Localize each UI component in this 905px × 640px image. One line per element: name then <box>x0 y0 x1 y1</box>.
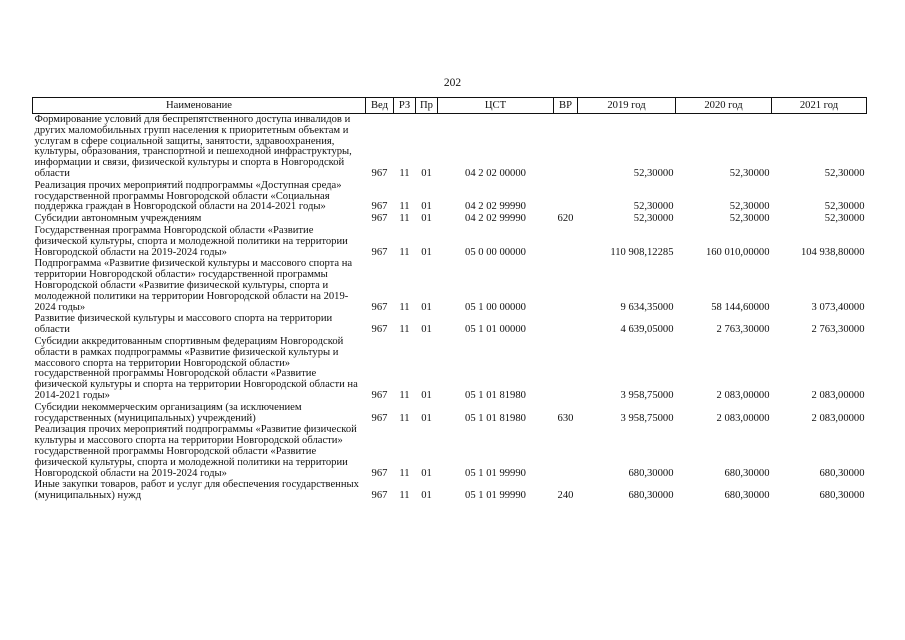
row-name: Реализация прочих мероприятий подпрограммы «Доступная среда» государственной программы Новгородской области «Социальная поддержка граждан в Новгородской области на 2014-2021 годы» <box>34 179 342 213</box>
table-row <box>33 424 867 479</box>
row-rz: 11 <box>399 389 410 401</box>
row-pr: 01 <box>421 301 432 313</box>
row-rz: 11 <box>399 412 410 424</box>
row-name: Формирование условий для беспрепятственного доступа инвалидов и других маломобильных групп населения к приоритетным объектам и услугам в сфере социальной защиты, занятости, здравоохранения, культуры, образования, транспортной и пешеходной инфраструктуры, информации и связи, физической культуры и спорта в Новгородской области <box>34 114 352 179</box>
row-rz: 11 <box>399 246 410 258</box>
row-cst: 05 1 01 00000 <box>465 324 526 336</box>
table-row <box>33 180 867 213</box>
row-2019: 3 958,75000 <box>620 389 674 401</box>
row-2020: 160 010,00000 <box>705 246 770 258</box>
row-2021: 680,30000 <box>819 467 865 479</box>
row-2021: 2 763,30000 <box>811 324 865 336</box>
row-pr: 01 <box>421 213 432 225</box>
row-2021: 52,30000 <box>824 201 865 213</box>
row-ved: 967 <box>371 201 388 213</box>
row-ved: 967 <box>371 167 388 179</box>
row-cst: 05 0 00 00000 <box>465 246 526 258</box>
row-pr: 01 <box>421 412 432 424</box>
row-rz: 11 <box>399 467 410 479</box>
row-vr: 630 <box>557 412 574 424</box>
table-header-row <box>33 98 867 114</box>
row-ved: 967 <box>371 389 388 401</box>
row-2021: 3 073,40000 <box>811 301 865 313</box>
row-pr: 01 <box>421 246 432 258</box>
row-name: Подпрограмма «Развитие физической культуры и массового спорта на территории Новгородской области» государственной программы Новгородской области «Развитие физической культуры, спорта и молодежной политики на территории Новгородской области на 2019-2024 годы» <box>34 258 353 313</box>
header-name: Наименование <box>33 98 366 114</box>
table-row <box>33 213 867 225</box>
row-2020: 58 144,60000 <box>711 301 770 313</box>
row-vr <box>554 313 578 336</box>
row-vr <box>554 114 578 180</box>
row-2021: 2 083,00000 <box>811 389 865 401</box>
row-vr <box>554 180 578 213</box>
row-2020: 2 083,00000 <box>716 412 770 424</box>
row-2020: 2 763,30000 <box>716 324 770 336</box>
row-2020: 680,30000 <box>724 467 770 479</box>
page-number: 202 <box>443 77 462 89</box>
row-cst: 04 2 02 99990 <box>465 213 526 225</box>
row-name: Реализация прочих мероприятий подпрограммы «Развитие физической культуры и массового спорта на территории Новгородской области» государственной программы Новгородской области «Развитие физической культуры, спорта и молодежной политики на территории Новгородской области на 2019-2024 годы» <box>34 424 357 479</box>
row-2019: 9 634,35000 <box>620 301 674 313</box>
row-name: Субсидии некоммерческим организациям (за исключением государственных (муниципальных) учреждений) <box>34 401 302 424</box>
header-cst: ЦСТ <box>438 98 554 114</box>
row-2019: 52,30000 <box>633 167 674 179</box>
header-2020: 2020 год <box>676 98 772 114</box>
row-vr <box>554 225 578 258</box>
row-cst: 05 1 01 81980 <box>465 412 526 424</box>
row-vr: 620 <box>557 213 574 225</box>
row-name: Иные закупки товаров, работ и услуг для обеспечения государственных (муниципальных) нужд <box>34 479 359 502</box>
row-name: Субсидии аккредитованным спортивным федерациям Новгородской области в рамках подпрограммы «Развитие физической культуры и массового спорта на территории Новгородской области» государственной программы Новгородской области «Развитие физической культуры и спорта на территории Новгородской области на 2014-2021 годы» <box>34 335 358 401</box>
row-2019: 680,30000 <box>628 467 674 479</box>
row-rz: 11 <box>399 213 410 225</box>
table-body <box>33 114 867 502</box>
row-name: Государственная программа Новгородской области «Развитие физической культуры, спорта и молодежной политики на территории Новгородской области на 2019-2024 годы» <box>34 224 348 258</box>
table-row <box>33 336 867 402</box>
row-rz: 11 <box>399 301 410 313</box>
row-2021: 104 938,80000 <box>800 246 865 258</box>
row-ved: 967 <box>371 301 388 313</box>
row-ved: 967 <box>371 467 388 479</box>
row-cst: 05 1 01 81980 <box>465 389 526 401</box>
row-cst: 05 1 00 00000 <box>465 301 526 313</box>
row-2020: 52,30000 <box>729 213 770 225</box>
row-ved: 967 <box>371 412 388 424</box>
row-2019: 110 908,12285 <box>610 246 674 258</box>
table-row <box>33 114 867 180</box>
row-rz: 11 <box>399 324 410 336</box>
row-vr <box>554 258 578 313</box>
header-2021: 2021 год <box>772 98 867 114</box>
row-2019: 680,30000 <box>628 490 674 502</box>
row-name: Развитие физической культуры и массового спорта на территории области <box>34 313 333 336</box>
row-cst: 05 1 01 99990 <box>465 467 526 479</box>
row-2019: 4 639,05000 <box>620 324 674 336</box>
row-2020: 2 083,00000 <box>716 389 770 401</box>
row-2021: 52,30000 <box>824 167 865 179</box>
row-vr: 240 <box>557 490 574 502</box>
header-rz: РЗ <box>394 98 416 114</box>
row-pr: 01 <box>421 467 432 479</box>
header-2019: 2019 год <box>578 98 676 114</box>
header-vr: ВР <box>554 98 578 114</box>
row-pr: 01 <box>421 389 432 401</box>
row-pr: 01 <box>421 167 432 179</box>
row-ved: 967 <box>371 213 388 225</box>
row-ved: 967 <box>371 246 388 258</box>
row-2021: 2 083,00000 <box>811 412 865 424</box>
row-name: Субсидии автономным учреждениям <box>34 213 202 225</box>
row-vr <box>554 336 578 402</box>
table-row <box>33 402 867 425</box>
row-cst: 05 1 01 99990 <box>465 490 526 502</box>
row-2019: 52,30000 <box>633 213 674 225</box>
row-2021: 52,30000 <box>824 213 865 225</box>
row-pr: 01 <box>421 324 432 336</box>
row-2019: 52,30000 <box>633 201 674 213</box>
table-row <box>33 313 867 336</box>
row-cst: 04 2 02 00000 <box>465 167 526 179</box>
row-rz: 11 <box>399 167 410 179</box>
row-cst: 04 2 02 99990 <box>465 201 526 213</box>
row-rz: 11 <box>399 201 410 213</box>
row-2019: 3 958,75000 <box>620 412 674 424</box>
table-row <box>33 225 867 258</box>
row-2020: 52,30000 <box>729 201 770 213</box>
row-rz: 11 <box>399 490 410 502</box>
row-2020: 680,30000 <box>724 490 770 502</box>
row-2021: 680,30000 <box>819 490 865 502</box>
row-2020: 52,30000 <box>729 167 770 179</box>
row-pr: 01 <box>421 490 432 502</box>
header-pr: Пр <box>416 98 438 114</box>
row-ved: 967 <box>371 324 388 336</box>
row-pr: 01 <box>421 201 432 213</box>
table-row <box>33 258 867 313</box>
table-row <box>33 479 867 502</box>
row-ved: 967 <box>371 490 388 502</box>
header-ved: Вед <box>366 98 394 114</box>
budget-table <box>32 97 867 502</box>
row-vr <box>554 424 578 479</box>
